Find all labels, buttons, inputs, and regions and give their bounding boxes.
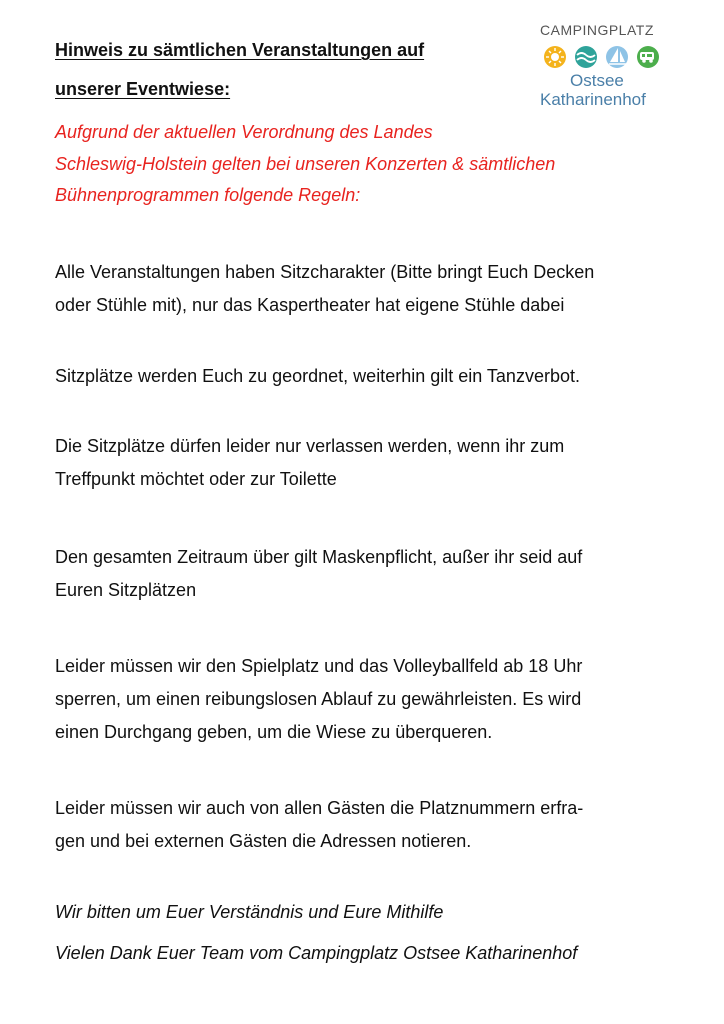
heading-line-1: Hinweis zu sämtlichen Veranstaltungen auf [55, 40, 425, 60]
rule-line: Alle Veranstaltungen haben Sitzcharakter (Bitte bringt Euch Decken [55, 262, 595, 282]
rule-assigned-seats [55, 360, 675, 393]
heading-line-2: unserer Eventwiese: [55, 79, 231, 99]
rule-line: Sitzplätze werden Euch zu geordnet, weiterhin gilt ein Tanzverbot. [55, 366, 580, 386]
rule-leaving-seats [55, 430, 675, 496]
rule-line: Treffpunkt möchtet oder zur Toilette [55, 469, 337, 489]
rule-line: Die Sitzplätze dürfen leider nur verlassen werden, wenn ihr zum [55, 436, 565, 456]
logo-top-text: CAMPINGPLATZ [540, 22, 654, 38]
rule-line: Euren Sitzplätzen [55, 580, 197, 600]
intro-line: Bühnenprogrammen folgende Regeln: [55, 185, 361, 205]
rule-line: Den gesamten Zeitraum über gilt Maskenpflicht, außer ihr seid auf [55, 547, 583, 567]
logo-bottom-text: Katharinenhof [540, 90, 646, 109]
intro-line: Schleswig-Holstein gelten bei unseren Konzerten & sämtlichen [55, 153, 556, 174]
rule-guest-registration [55, 792, 675, 858]
rule-line: sperren, um einen reibungslosen Ablauf zu gewährleisten. Es wird [55, 689, 582, 709]
camper-icon [637, 46, 659, 68]
sun-icon [544, 46, 566, 68]
logo-mid-text: Ostsee [570, 71, 624, 90]
closing-signature: Vielen Dank Euer Team vom Campingplatz Ostsee Katharinenhof [55, 943, 578, 963]
closing-request: Wir bitten um Euer Verständnis und Eure Mithilfe [55, 902, 444, 922]
rule-line: Leider müssen wir den Spielplatz und das Volleyballfeld ab 18 Uhr [55, 656, 583, 676]
campingplatz-logo [536, 20, 666, 112]
rule-line: Leider müssen wir auch von allen Gästen die Platznummern erfra- [55, 798, 584, 818]
intro-notice [55, 117, 655, 212]
rule-seating [55, 256, 675, 322]
rule-masks [55, 541, 675, 607]
sail-icon [606, 46, 628, 68]
wave-icon [575, 46, 597, 68]
rule-line: oder Stühle mit), nur das Kaspertheater hat eigene Stühle dabei [55, 295, 565, 315]
rule-line: einen Durchgang geben, um die Wiese zu überqueren. [55, 722, 493, 742]
rule-playground-closure [55, 650, 675, 749]
logo-icon-row [542, 44, 662, 70]
rule-line: gen und bei externen Gästen die Adressen notieren. [55, 831, 472, 851]
intro-line: Aufgrund der aktuellen Verordnung des Landes [55, 122, 433, 142]
